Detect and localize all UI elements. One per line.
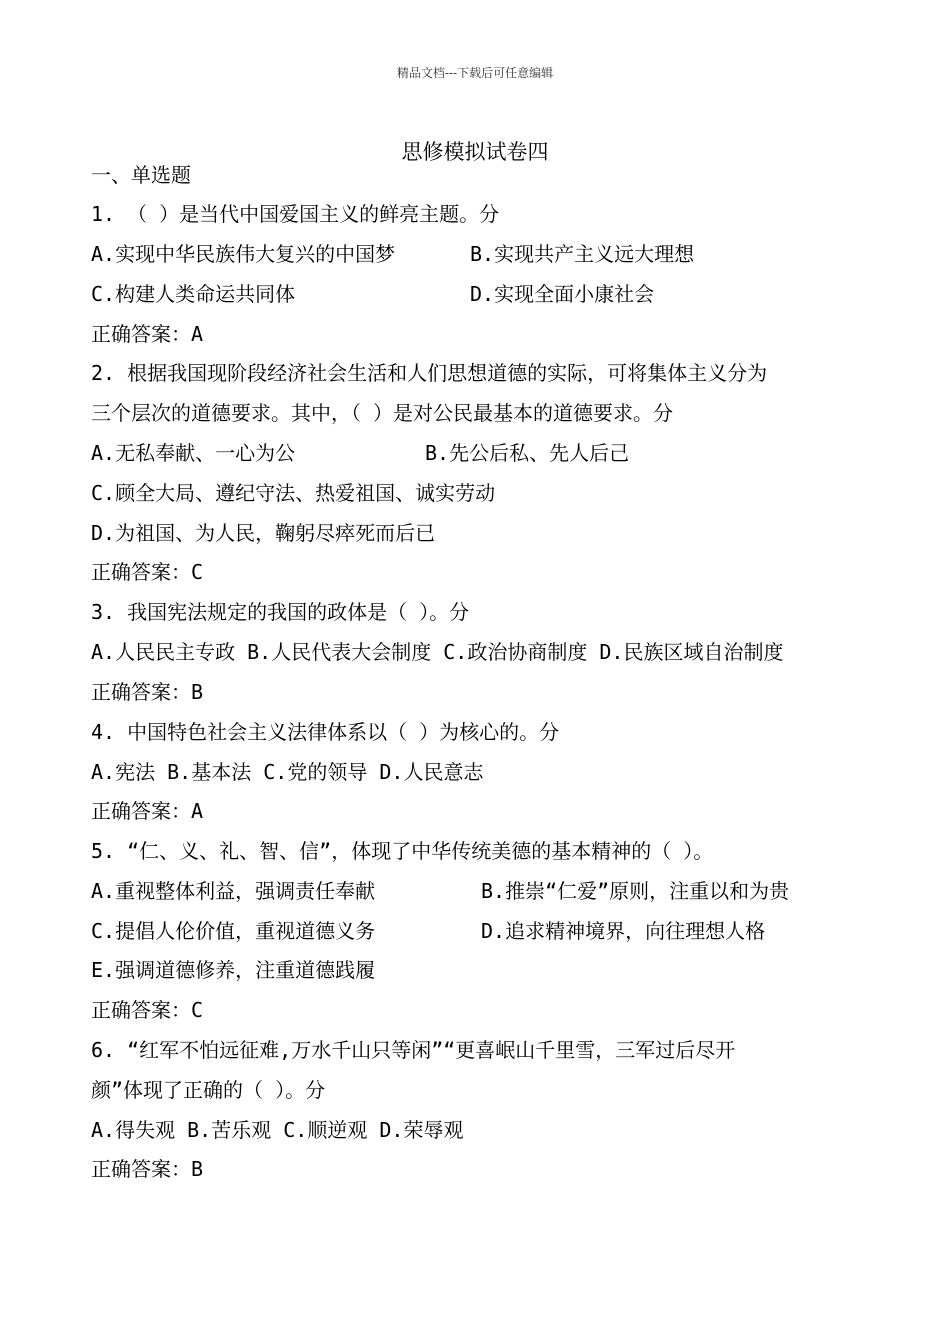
q4-stem: 4. 中国特色社会主义法律体系以（ ）为核心的。分 (91, 720, 560, 744)
q2-option-c: C.顾全大局、遵纪守法、热爱祖国、诚实劳动 (91, 481, 496, 505)
q5-option-a: A.重视整体利益，强调责任奉献 (91, 879, 376, 903)
q5-options-row2 (91, 916, 766, 946)
q1-answer: 正确答案：A (91, 322, 204, 346)
q2-option-b: B.先公后私、先人后己 (425, 441, 630, 465)
q2-answer: 正确答案：C (91, 560, 204, 584)
q1-option-d: D.实现全面小康社会 (470, 282, 655, 306)
page-header: 精品文档---下载后可任意编辑 (396, 66, 554, 80)
section-heading: 一、单选题 (91, 163, 191, 187)
q6-answer: 正确答案：B (91, 1157, 204, 1181)
q5-option-e: E.强调道德修养，注重道德践履 (91, 958, 376, 982)
q5-option-d: D.追求精神境界，向往理想人格 (481, 919, 766, 943)
q6-stem-line1: 6. “红军不怕远征难,万水千山只等闲”“更喜岷山千里雪，三军过后尽开 (91, 1038, 736, 1062)
q5-answer: 正确答案：C (91, 998, 204, 1022)
page-title: 思修模拟试卷四 (401, 140, 549, 164)
q1-options-row1 (91, 239, 695, 269)
q5-options-row1 (91, 876, 790, 906)
q2-stem-line2: 三个层次的道德要求。其中，（ ）是对公民最基本的道德要求。分 (91, 401, 674, 425)
q1-option-a: A.实现中华民族伟大复兴的中国梦 (91, 242, 396, 266)
q2-option-a: A.无私奉献、一心为公 (91, 441, 296, 465)
q5-option-b: B.推崇“仁爱”原则，注重以和为贵 (481, 879, 790, 903)
q3-answer: 正确答案：B (91, 680, 204, 704)
q4-options: A.宪法 B.基本法 C.党的领导 D.人民意志 (91, 760, 484, 784)
q3-options: A.人民民主专政 B.人民代表大会制度 C.政治协商制度 D.民族区域自治制度 (91, 640, 784, 664)
q4-answer: 正确答案：A (91, 799, 204, 823)
q5-option-c: C.提倡人伦价值，重视道德义务 (91, 919, 376, 943)
q1-options-row2 (91, 279, 655, 309)
q5-stem: 5. “仁、义、礼、智、信”，体现了中华传统美德的基本精神的（ ）。 (91, 839, 714, 863)
q1-option-c: C.构建人类命运共同体 (91, 282, 296, 306)
q6-stem-line2: 颜”体现了正确的（ ）。分 (91, 1078, 326, 1102)
q6-options: A.得失观 B.苦乐观 C.顺逆观 D.荣辱观 (91, 1118, 464, 1142)
q2-stem-line1: 2. 根据我国现阶段经济社会生活和人们思想道德的实际，可将集体主义分为 (91, 361, 768, 385)
q1-option-b: B.实现共产主义远大理想 (470, 242, 695, 266)
q1-stem: 1. （ ）是当代中国爱国主义的鲜亮主题。分 (91, 202, 500, 226)
q2-options-row1 (91, 438, 630, 468)
q3-stem: 3. 我国宪法规定的我国的政体是（ ）。分 (91, 600, 470, 624)
q2-option-d: D.为祖国、为人民，鞠躬尽瘁死而后已 (91, 521, 436, 545)
